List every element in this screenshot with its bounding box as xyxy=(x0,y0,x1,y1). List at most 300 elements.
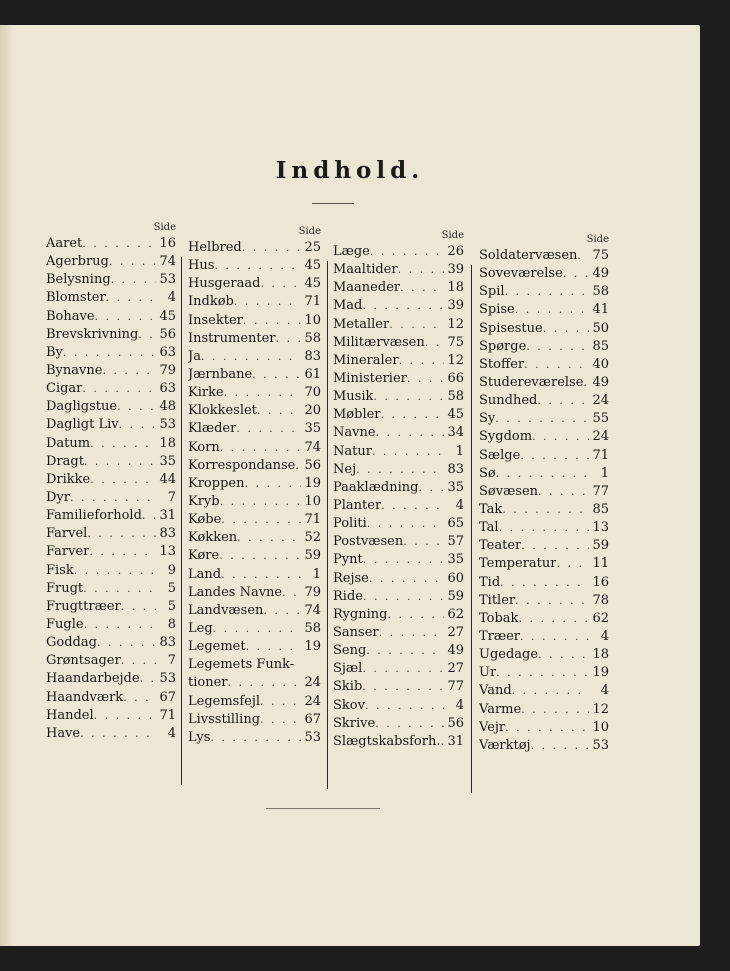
leader-dots xyxy=(276,330,301,348)
entry-page-number: 39 xyxy=(447,262,464,278)
leader-dots xyxy=(543,320,589,338)
entry-label: Træer xyxy=(479,628,521,644)
entry-page-number: 85 xyxy=(592,501,609,517)
index-entry xyxy=(333,733,464,751)
entry-label: Hus xyxy=(188,258,215,274)
entry-label: Studereværelse xyxy=(479,374,584,390)
entry-label: Datum xyxy=(46,435,91,451)
entry-label: Farver xyxy=(46,544,90,560)
leader-dots xyxy=(537,392,589,410)
index-entry xyxy=(46,289,176,307)
entry-page-number: 13 xyxy=(592,520,609,536)
entry-page-number: 16 xyxy=(592,574,609,590)
entry-label: Varme xyxy=(479,701,522,717)
index-entry xyxy=(333,443,464,461)
entry-page-number: 31 xyxy=(159,508,176,524)
index-entry xyxy=(479,537,609,555)
entry-page-number: 35 xyxy=(447,479,464,495)
entry-page-number: 61 xyxy=(304,366,321,382)
entry-label: Cigar xyxy=(46,381,83,397)
index-entry xyxy=(46,525,176,543)
index-entry xyxy=(479,247,609,265)
entry-label: Rygning xyxy=(333,606,388,622)
index-entry xyxy=(479,301,609,319)
index-entry xyxy=(46,453,176,471)
leader-dots xyxy=(515,592,589,610)
index-entry xyxy=(333,243,464,261)
index-entry xyxy=(188,493,321,511)
leader-dots xyxy=(499,519,589,537)
leader-dots xyxy=(403,533,444,551)
leader-dots xyxy=(246,638,301,656)
entry-label: Sy xyxy=(479,411,496,427)
leader-dots xyxy=(381,497,444,515)
index-entry xyxy=(479,392,609,410)
index-entry xyxy=(333,316,464,334)
index-entry xyxy=(479,628,609,646)
leader-dots xyxy=(496,664,589,682)
entry-label: Vand xyxy=(479,683,512,699)
entry-page-number: 67 xyxy=(159,689,176,705)
leader-dots xyxy=(142,507,156,525)
index-column-3 xyxy=(333,221,464,751)
entry-label: Frugttræer xyxy=(46,598,121,614)
index-entry xyxy=(46,271,176,289)
entry-label: Tak xyxy=(479,501,503,517)
leader-dots xyxy=(263,602,301,620)
entry-label: Agerbrug xyxy=(46,254,109,270)
bottom-divider xyxy=(266,808,380,809)
index-entry xyxy=(46,235,176,253)
entry-label: Stoffer xyxy=(479,356,525,372)
index-entry xyxy=(188,366,321,384)
column-header: Side xyxy=(441,230,464,241)
entry-page-number: 24 xyxy=(304,675,321,691)
leader-dots xyxy=(556,555,589,573)
entry-label: Klæder xyxy=(188,421,237,437)
index-entry xyxy=(46,435,176,453)
entry-label: Korn xyxy=(188,439,220,455)
leader-dots xyxy=(577,247,589,265)
entry-page-number: 18 xyxy=(592,647,609,663)
leader-dots xyxy=(74,562,156,580)
leader-dots xyxy=(117,398,156,416)
entry-label: Livsstilling xyxy=(188,711,261,727)
leader-dots xyxy=(365,697,444,715)
entry-page-number: 62 xyxy=(447,606,464,622)
index-entry xyxy=(479,410,609,428)
leader-dots xyxy=(496,465,589,483)
entry-label: Instrumenter xyxy=(188,330,276,346)
entry-page-number: 44 xyxy=(159,471,176,487)
index-entry xyxy=(188,566,321,584)
leader-dots xyxy=(236,420,301,438)
entry-page-number: 63 xyxy=(159,381,176,397)
entry-label: tioner xyxy=(188,675,228,691)
entry-label: Temperatur xyxy=(479,556,557,572)
entry-label: Brevskrivning xyxy=(46,326,139,342)
entry-label: Landes Navne xyxy=(188,584,283,600)
entry-page-number: 49 xyxy=(447,643,464,659)
index-entry xyxy=(188,239,321,257)
entry-label: Jærnbane xyxy=(188,366,253,382)
entry-page-number: 5 xyxy=(167,598,176,614)
entry-page-number: 83 xyxy=(159,526,176,542)
entry-page-number: 75 xyxy=(592,248,609,263)
entry-label: Sanser xyxy=(333,624,379,640)
entry-label: Ja xyxy=(188,348,201,364)
entry-page-number: 52 xyxy=(304,530,321,546)
index-entry xyxy=(188,584,321,602)
leader-dots xyxy=(201,348,301,366)
leader-dots xyxy=(219,547,301,565)
entry-page-number: 45 xyxy=(159,308,176,324)
index-entry xyxy=(188,475,321,493)
entry-page-number: 71 xyxy=(592,447,609,463)
index-entry xyxy=(333,678,464,696)
leader-dots xyxy=(257,402,301,420)
index-entry xyxy=(479,265,609,283)
entry-page-number: 25 xyxy=(304,240,321,255)
leader-dots xyxy=(375,715,444,733)
index-entry xyxy=(479,646,609,664)
leader-dots xyxy=(505,283,589,301)
index-entry xyxy=(333,588,464,606)
entry-label: Handel xyxy=(46,707,94,723)
leader-dots xyxy=(512,682,589,700)
entry-page-number: 83 xyxy=(304,348,321,364)
entry-label: Legemsfejl xyxy=(188,693,261,709)
entry-label: Klokkeslet xyxy=(188,403,257,419)
entry-label: Land xyxy=(188,566,222,582)
entry-page-number: 49 xyxy=(592,266,609,282)
index-entry xyxy=(333,352,464,370)
entry-label: Have xyxy=(46,725,81,741)
leader-dots xyxy=(90,435,156,453)
index-entry xyxy=(188,511,321,529)
leader-dots xyxy=(210,729,301,747)
leader-dots xyxy=(244,475,301,493)
index-entry xyxy=(46,344,176,362)
index-entry xyxy=(46,670,176,688)
entry-label: Vejr xyxy=(479,719,506,735)
entry-page-number: 59 xyxy=(447,588,464,604)
entry-label: Søvæsen xyxy=(479,483,539,499)
entry-page-number: 62 xyxy=(592,610,609,626)
index-entry xyxy=(479,447,609,465)
leader-dots xyxy=(63,344,156,362)
leader-dots xyxy=(387,606,444,624)
entry-page-number: 10 xyxy=(304,312,321,328)
entry-label: Leg xyxy=(188,620,213,636)
entry-label: Fisk xyxy=(46,562,74,578)
entry-page-number: 13 xyxy=(159,544,176,560)
leader-dots xyxy=(94,707,156,725)
leader-dots xyxy=(95,308,156,326)
entry-label: Pynt xyxy=(333,552,363,568)
entry-page-number: 4 xyxy=(600,683,609,699)
leader-dots xyxy=(495,410,589,428)
entry-label: By xyxy=(46,344,63,360)
leader-dots xyxy=(366,642,444,660)
entry-label: Planter xyxy=(333,497,382,513)
leader-dots xyxy=(398,261,444,279)
index-entry xyxy=(188,420,321,438)
entry-page-number: 31 xyxy=(447,733,464,749)
entry-label: Titler xyxy=(479,592,516,608)
index-entry xyxy=(333,406,464,424)
leader-dots xyxy=(214,257,301,275)
index-entry xyxy=(333,370,464,388)
index-entry xyxy=(333,551,464,569)
leader-dots xyxy=(376,424,444,442)
entry-label: Tid xyxy=(479,574,501,590)
column-divider xyxy=(327,261,328,789)
entry-page-number: 4 xyxy=(455,697,464,713)
entry-page-number: 75 xyxy=(447,334,464,350)
entry-page-number: 18 xyxy=(447,280,464,296)
entry-label: Politi xyxy=(333,516,367,532)
entry-page-number: 24 xyxy=(592,393,609,409)
leader-dots xyxy=(379,624,444,642)
leader-dots xyxy=(260,693,301,711)
entry-label: Tal xyxy=(479,520,499,536)
entry-page-number: 11 xyxy=(592,556,609,572)
index-entry xyxy=(479,374,609,392)
entry-page-number: 12 xyxy=(447,352,464,368)
leader-dots xyxy=(399,352,444,370)
entry-label: Sygdom xyxy=(479,429,533,445)
entry-page-number: 83 xyxy=(447,461,464,477)
leader-dots xyxy=(84,453,156,471)
entry-label: Metaller xyxy=(333,316,390,332)
entry-page-number: 10 xyxy=(592,719,609,735)
index-entry xyxy=(46,398,176,416)
leader-dots xyxy=(224,384,301,402)
entry-page-number: 53 xyxy=(592,737,609,753)
leader-dots xyxy=(381,406,444,424)
leader-dots xyxy=(213,620,301,638)
entry-page-number: 66 xyxy=(447,370,464,386)
entry-page-number: 24 xyxy=(592,429,609,445)
index-entry xyxy=(333,479,464,497)
entry-page-number: 60 xyxy=(447,570,464,586)
leader-dots xyxy=(563,265,589,283)
leader-dots xyxy=(520,447,589,465)
leader-dots xyxy=(90,471,156,489)
index-entry xyxy=(333,715,464,733)
leader-dots xyxy=(363,588,444,606)
index-entry xyxy=(46,380,176,398)
column-header: Side xyxy=(298,226,321,237)
index-entry xyxy=(333,297,464,315)
entry-page-number: 18 xyxy=(159,435,176,451)
index-entry xyxy=(188,457,321,475)
index-entry xyxy=(46,616,176,634)
entry-label: Militærvæsen xyxy=(333,334,425,350)
entry-page-number: 19 xyxy=(592,665,609,681)
leader-dots xyxy=(260,711,301,729)
entry-page-number: 45 xyxy=(304,276,321,292)
index-entry xyxy=(188,711,321,729)
entry-label: Kryb xyxy=(188,493,220,509)
index-entry xyxy=(46,471,176,489)
index-entry xyxy=(188,693,321,711)
entry-page-number: 56 xyxy=(159,326,176,342)
entry-page-number: 71 xyxy=(304,512,321,528)
entry-page-number: 45 xyxy=(304,258,321,274)
entry-label: Soldatervæsen xyxy=(479,248,578,263)
column-divider xyxy=(181,257,182,785)
entry-label: Ride xyxy=(333,588,363,604)
leader-dots xyxy=(121,652,156,670)
index-entry xyxy=(46,362,176,380)
entry-page-number: 27 xyxy=(447,661,464,677)
entry-page-number: 8 xyxy=(167,616,176,632)
leader-dots xyxy=(502,501,589,519)
entry-page-number: 63 xyxy=(159,344,176,360)
index-entry xyxy=(333,424,464,442)
index-entry xyxy=(479,356,609,374)
entry-page-number: 77 xyxy=(447,679,464,695)
entry-label: Indkøb xyxy=(188,294,234,310)
leader-dots xyxy=(521,701,589,719)
leader-dots xyxy=(102,362,156,380)
index-entry xyxy=(479,610,609,628)
entry-page-number: 5 xyxy=(167,580,176,596)
entry-page-number: 12 xyxy=(592,701,609,717)
entry-page-number: 59 xyxy=(304,548,321,564)
entry-label: Skov xyxy=(333,697,365,713)
index-entry xyxy=(479,592,609,610)
index-entry xyxy=(188,729,321,747)
index-entry xyxy=(46,598,176,616)
leader-dots xyxy=(243,312,301,330)
index-entry xyxy=(333,697,464,715)
leader-dots xyxy=(140,670,156,688)
entry-label: Postvæsen xyxy=(333,534,404,550)
entry-page-number: 58 xyxy=(304,330,321,346)
entry-label: Soveværelse xyxy=(479,266,563,282)
entry-label: Spisestue xyxy=(479,320,543,336)
entry-label: Dragt xyxy=(46,453,84,469)
index-entry xyxy=(479,682,609,700)
index-entry xyxy=(333,497,464,515)
index-entry xyxy=(333,660,464,678)
leader-dots xyxy=(524,356,589,374)
entry-label: Haandværk xyxy=(46,689,124,705)
entry-label: Maaltider xyxy=(333,262,398,278)
index-entry xyxy=(46,253,176,271)
entry-page-number: 74 xyxy=(159,254,176,270)
leader-dots xyxy=(70,489,156,507)
entry-page-number: 9 xyxy=(167,562,176,578)
index-entry xyxy=(479,574,609,592)
leader-dots xyxy=(362,660,444,678)
entry-label: Dagligstue xyxy=(46,399,118,415)
entry-label: Natur xyxy=(333,443,372,459)
entry-page-number: 70 xyxy=(304,385,321,401)
index-column-2 xyxy=(188,221,321,747)
leader-dots xyxy=(521,537,589,555)
index-entry xyxy=(333,606,464,624)
entry-page-number: 56 xyxy=(304,457,321,473)
leader-dots xyxy=(83,580,156,598)
entry-label: Bynavne xyxy=(46,362,103,378)
entry-page-number: 53 xyxy=(159,417,176,433)
leader-dots xyxy=(119,416,156,434)
entry-label: Dyr xyxy=(46,489,70,505)
column-header: Side xyxy=(153,222,176,233)
entry-label: Maaneder xyxy=(333,280,401,296)
index-entry xyxy=(46,416,176,434)
entry-label: Helbred xyxy=(188,240,242,255)
leader-dots xyxy=(515,301,589,319)
entry-page-number: 79 xyxy=(304,584,321,600)
leader-dots xyxy=(84,616,156,634)
leader-dots xyxy=(121,598,156,616)
entry-label: Farvel xyxy=(46,526,88,542)
column-divider xyxy=(471,265,472,793)
index-entry xyxy=(46,326,176,344)
entry-page-number: 12 xyxy=(447,316,464,332)
entry-page-number: 10 xyxy=(304,493,321,509)
entry-label: Navne xyxy=(333,425,376,441)
entry-label: Spil xyxy=(479,284,505,300)
entry-label: Sø xyxy=(479,465,496,481)
index-entry xyxy=(333,388,464,406)
entry-page-number: 67 xyxy=(304,711,321,727)
entry-page-number: 7 xyxy=(167,489,176,505)
entry-label: Slægtskabsforh. xyxy=(333,733,441,749)
entry-page-number: 74 xyxy=(304,602,321,618)
leader-dots xyxy=(221,511,301,529)
index-entry xyxy=(333,642,464,660)
entry-page-number: 57 xyxy=(447,534,464,550)
entry-label: Aaret xyxy=(46,236,83,251)
leader-dots xyxy=(106,289,156,307)
index-entry xyxy=(46,562,176,580)
index-entry xyxy=(479,338,609,356)
entry-page-number: 24 xyxy=(304,693,321,709)
entry-page-number: 45 xyxy=(447,407,464,423)
entry-label: Musik xyxy=(333,389,374,405)
index-entry xyxy=(188,638,321,656)
entry-page-number: 7 xyxy=(167,653,176,669)
entry-page-number: 79 xyxy=(159,362,176,378)
index-entry xyxy=(479,555,609,573)
entry-label: Lys xyxy=(188,729,211,745)
index-entry xyxy=(46,507,176,525)
entry-label: Værktøj xyxy=(479,737,531,753)
entry-page-number: 40 xyxy=(592,356,609,372)
entry-page-number: 71 xyxy=(159,707,176,723)
index-entry xyxy=(479,483,609,501)
entry-page-number: 55 xyxy=(592,411,609,427)
entry-page-number: 53 xyxy=(304,729,321,745)
leader-dots xyxy=(242,239,301,257)
index-entry xyxy=(333,624,464,642)
index-entry xyxy=(188,529,321,547)
leader-dots xyxy=(237,529,301,547)
entry-page-number: 4 xyxy=(455,497,464,513)
leader-dots xyxy=(367,515,444,533)
entry-label: Haandarbejde xyxy=(46,671,140,687)
index-entry xyxy=(46,489,176,507)
entry-label: Rejse xyxy=(333,570,369,586)
entry-page-number: 35 xyxy=(447,552,464,568)
index-entry xyxy=(188,402,321,420)
